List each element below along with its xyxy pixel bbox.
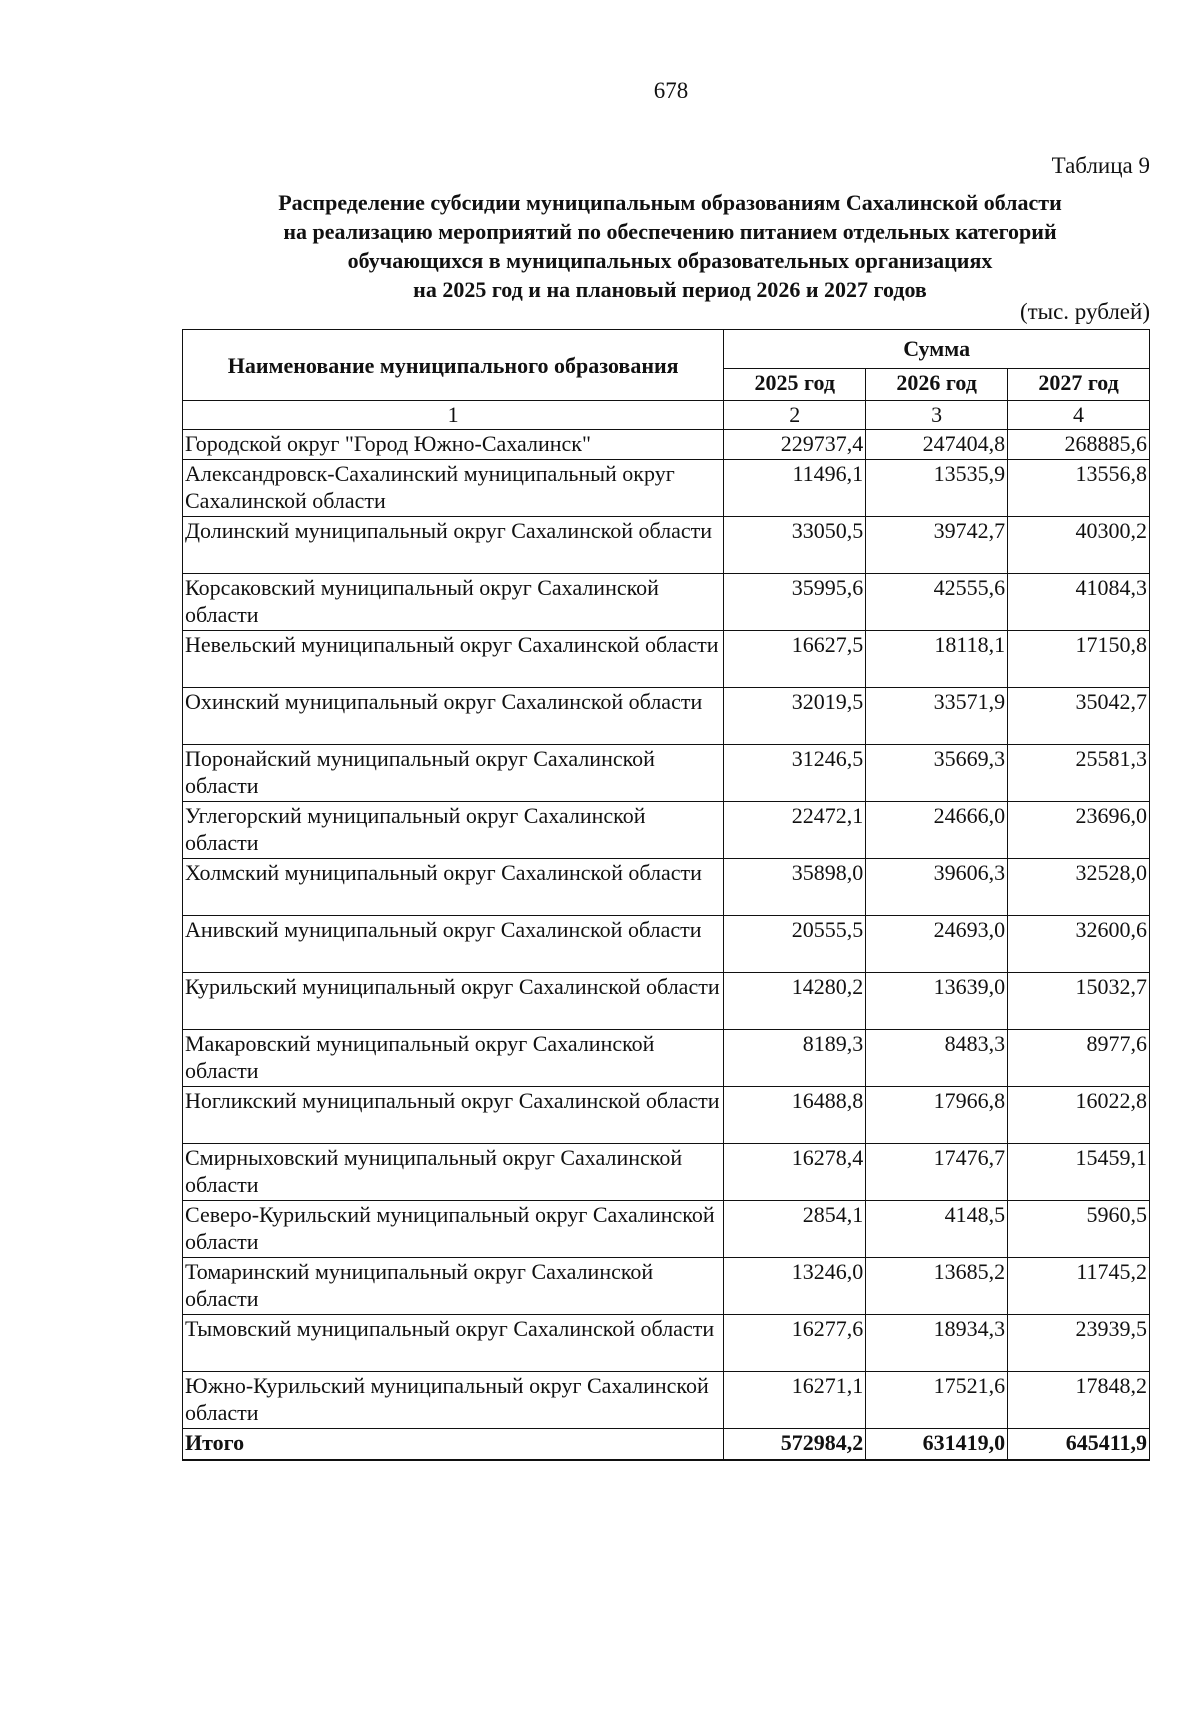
table-row bbox=[183, 688, 1150, 745]
municipality-name: Александровск-Сахалинский муниципальный округ Сахалинской области bbox=[183, 460, 724, 517]
column-number: 3 bbox=[866, 401, 1008, 430]
municipality-name: Смирныховский муниципальный округ Сахалинской области bbox=[183, 1144, 724, 1201]
header-sum: Сумма bbox=[724, 330, 1150, 369]
value-2027: 15032,7 bbox=[1008, 973, 1150, 1030]
value-2026: 8483,3 bbox=[866, 1030, 1008, 1087]
total-row bbox=[183, 1429, 1150, 1461]
value-2027: 23696,0 bbox=[1008, 802, 1150, 859]
value-2027: 15459,1 bbox=[1008, 1144, 1150, 1201]
value-2025: 8189,3 bbox=[724, 1030, 866, 1087]
municipality-name: Невельский муниципальный округ Сахалинской области bbox=[183, 631, 724, 688]
value-2027: 17848,2 bbox=[1008, 1372, 1150, 1429]
table-label: Таблица 9 bbox=[1051, 153, 1150, 178]
value-2026: 18934,3 bbox=[866, 1315, 1008, 1372]
value-2025: 14280,2 bbox=[724, 973, 866, 1030]
value-2026: 39606,3 bbox=[866, 859, 1008, 916]
municipality-name: Углегорский муниципальный округ Сахалинской области bbox=[183, 802, 724, 859]
value-2027: 16022,8 bbox=[1008, 1087, 1150, 1144]
table-row bbox=[183, 1201, 1150, 1258]
municipality-name: Северо-Курильский муниципальный округ Сахалинской области bbox=[183, 1201, 724, 1258]
table-row bbox=[183, 517, 1150, 574]
value-2025: 35995,6 bbox=[724, 574, 866, 631]
total-2027: 645411,9 bbox=[1008, 1429, 1150, 1461]
table-row bbox=[183, 1372, 1150, 1429]
column-number: 2 bbox=[724, 401, 866, 430]
table-row bbox=[183, 631, 1150, 688]
municipality-name: Ногликский муниципальный округ Сахалинской области bbox=[183, 1087, 724, 1144]
document-title bbox=[170, 188, 1170, 304]
municipality-name: Южно-Курильский муниципальный округ Сахалинской области bbox=[183, 1372, 724, 1429]
value-2026: 17521,6 bbox=[866, 1372, 1008, 1429]
value-2026: 247404,8 bbox=[866, 430, 1008, 460]
value-2026: 13535,9 bbox=[866, 460, 1008, 517]
municipality-name: Корсаковский муниципальный округ Сахалинской области bbox=[183, 574, 724, 631]
value-2026: 42555,6 bbox=[866, 574, 1008, 631]
municipality-name: Курильский муниципальный округ Сахалинской области bbox=[183, 973, 724, 1030]
value-2025: 20555,5 bbox=[724, 916, 866, 973]
municipality-name: Поронайский муниципальный округ Сахалинской области bbox=[183, 745, 724, 802]
value-2026: 17476,7 bbox=[866, 1144, 1008, 1201]
value-2026: 13685,2 bbox=[866, 1258, 1008, 1315]
value-2025: 16271,1 bbox=[724, 1372, 866, 1429]
value-2027: 23939,5 bbox=[1008, 1315, 1150, 1372]
table-row bbox=[183, 1315, 1150, 1372]
municipality-name: Долинский муниципальный округ Сахалинской области bbox=[183, 517, 724, 574]
municipality-name: Томаринский муниципальный округ Сахалинской области bbox=[183, 1258, 724, 1315]
value-2026: 4148,5 bbox=[866, 1201, 1008, 1258]
municipality-name: Охинский муниципальный округ Сахалинской области bbox=[183, 688, 724, 745]
column-number: 1 bbox=[183, 401, 724, 430]
table-row bbox=[183, 1030, 1150, 1087]
municipality-name: Холмский муниципальный округ Сахалинской области bbox=[183, 859, 724, 916]
value-2025: 31246,5 bbox=[724, 745, 866, 802]
page-number: 678 bbox=[653, 78, 689, 103]
value-2026: 17966,8 bbox=[866, 1087, 1008, 1144]
column-number: 4 bbox=[1008, 401, 1150, 430]
table-row bbox=[183, 1144, 1150, 1201]
total-label: Итого bbox=[183, 1429, 724, 1461]
value-2025: 32019,5 bbox=[724, 688, 866, 745]
table-row bbox=[183, 973, 1150, 1030]
value-2025: 229737,4 bbox=[724, 430, 866, 460]
value-2027: 11745,2 bbox=[1008, 1258, 1150, 1315]
value-2025: 22472,1 bbox=[724, 802, 866, 859]
value-2025: 16627,5 bbox=[724, 631, 866, 688]
value-2025: 16277,6 bbox=[724, 1315, 866, 1372]
municipality-name: Тымовский муниципальный округ Сахалинской области bbox=[183, 1315, 724, 1372]
value-2026: 24693,0 bbox=[866, 916, 1008, 973]
table-row bbox=[183, 745, 1150, 802]
value-2025: 13246,0 bbox=[724, 1258, 866, 1315]
value-2027: 32528,0 bbox=[1008, 859, 1150, 916]
value-2025: 16488,8 bbox=[724, 1087, 866, 1144]
header-name: Наименование муниципального образования bbox=[183, 330, 724, 401]
value-2027: 40300,2 bbox=[1008, 517, 1150, 574]
value-2026: 35669,3 bbox=[866, 745, 1008, 802]
value-2026: 33571,9 bbox=[866, 688, 1008, 745]
municipality-name: Макаровский муниципальный округ Сахалинской области bbox=[183, 1030, 724, 1087]
value-2026: 18118,1 bbox=[866, 631, 1008, 688]
total-2026: 631419,0 bbox=[866, 1429, 1008, 1461]
value-2027: 25581,3 bbox=[1008, 745, 1150, 802]
value-2027: 8977,6 bbox=[1008, 1030, 1150, 1087]
table-row bbox=[183, 916, 1150, 973]
title-line: обучающихся в муниципальных образовательных организациях bbox=[347, 248, 993, 273]
table-row bbox=[183, 859, 1150, 916]
value-2025: 16278,4 bbox=[724, 1144, 866, 1201]
header-year-2027: 2027 год bbox=[1008, 368, 1150, 400]
title-line: на реализацию мероприятий по обеспечению питанием отдельных категорий bbox=[283, 219, 1057, 244]
municipality-name: Городской округ "Город Южно-Сахалинск" bbox=[183, 430, 724, 460]
value-2027: 17150,8 bbox=[1008, 631, 1150, 688]
value-2026: 24666,0 bbox=[866, 802, 1008, 859]
value-2027: 32600,6 bbox=[1008, 916, 1150, 973]
table-row bbox=[183, 1087, 1150, 1144]
title-line: Распределение субсидии муниципальным образованиям Сахалинской области bbox=[278, 190, 1062, 215]
value-2027: 5960,5 bbox=[1008, 1201, 1150, 1258]
value-2025: 11496,1 bbox=[724, 460, 866, 517]
value-2025: 33050,5 bbox=[724, 517, 866, 574]
table-row bbox=[183, 802, 1150, 859]
value-2026: 13639,0 bbox=[866, 973, 1008, 1030]
value-2027: 268885,6 bbox=[1008, 430, 1150, 460]
municipality-name: Анивский муниципальный округ Сахалинской области bbox=[183, 916, 724, 973]
table-row bbox=[183, 430, 1150, 460]
value-2027: 13556,8 bbox=[1008, 460, 1150, 517]
value-2027: 35042,7 bbox=[1008, 688, 1150, 745]
header-year-2025: 2025 год bbox=[724, 368, 866, 400]
value-2025: 35898,0 bbox=[724, 859, 866, 916]
value-2025: 2854,1 bbox=[724, 1201, 866, 1258]
table-row bbox=[183, 1258, 1150, 1315]
table-row bbox=[183, 574, 1150, 631]
table-row bbox=[183, 460, 1150, 517]
header-year-2026: 2026 год bbox=[866, 368, 1008, 400]
subsidy-table bbox=[182, 329, 1150, 1461]
units-label: (тыс. рублей) bbox=[1019, 299, 1150, 324]
total-2025: 572984,2 bbox=[724, 1429, 866, 1461]
value-2027: 41084,3 bbox=[1008, 574, 1150, 631]
title-line: на 2025 год и на плановый период 2026 и 2027 годов bbox=[413, 277, 927, 302]
value-2026: 39742,7 bbox=[866, 517, 1008, 574]
